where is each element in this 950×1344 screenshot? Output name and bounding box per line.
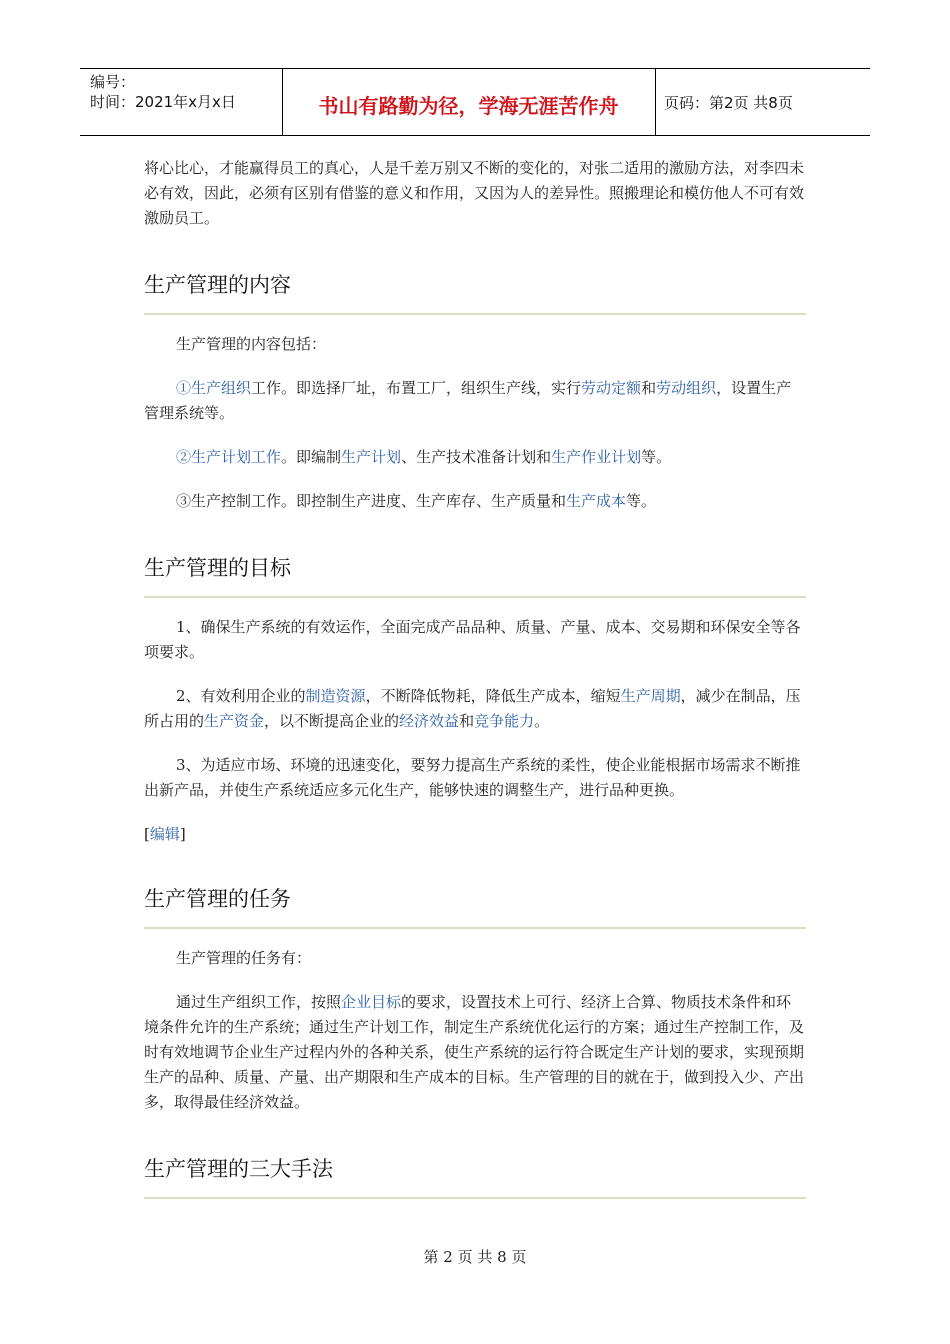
goal-item-3: 3、为适应市场、环境的迅速变化，要努力提高生产系统的柔性，使企业能根据市场需求不断推出新产品，并使生产系统适应多元化生产，能够快速的调整生产，进行品种更换。 [144, 756, 801, 799]
text: 。即编制 [281, 448, 342, 466]
link-production-planning-work[interactable]: 生产计划工作 [191, 448, 282, 466]
bracket: [ [144, 825, 150, 843]
section-title-tasks: 生产管理的任务 [144, 885, 806, 929]
link-production-operation-plan[interactable]: 生产作业计划 [551, 448, 642, 466]
section-title-content: 生产管理的内容 [144, 271, 806, 315]
text: 2、有效利用企业的 [176, 687, 306, 705]
link-production-funds[interactable]: 生产资金 [204, 712, 265, 730]
section-title-three-methods: 生产管理的三大手法 [144, 1155, 806, 1199]
link-competitiveness[interactable]: 竞争能力 [474, 712, 535, 730]
page-header [80, 68, 870, 136]
text: ，不断降低物耗，降低生产成本，缩短 [365, 687, 621, 705]
content-lead: 生产管理的内容包括： [176, 335, 327, 353]
edit-link[interactable]: 编辑 [149, 825, 180, 843]
content-item-3 [144, 489, 806, 514]
content-item-1 [144, 376, 806, 426]
text: ，减少在制品，压所占用的 [144, 687, 801, 730]
text: 通过生产组织工作，按照 [176, 993, 342, 1011]
section-title-goals: 生产管理的目标 [144, 554, 806, 598]
link-production-organization[interactable]: 生产组织 [191, 379, 252, 397]
tasks-paragraph [144, 990, 806, 1115]
link-enterprise-goals[interactable]: 企业目标 [341, 993, 402, 1011]
link-manufacturing-resources[interactable]: 制造资源 [305, 687, 366, 705]
edit-link-row [144, 822, 806, 847]
text: ，以不断提高企业的 [264, 712, 400, 730]
text: 等。 [641, 448, 672, 466]
item-number: ① [176, 379, 192, 397]
text: 、生产技术准备计划和 [401, 448, 552, 466]
link-labor-organization[interactable]: 劳动组织 [656, 379, 717, 397]
text: 等。 [626, 492, 657, 510]
header-top-border [80, 68, 870, 69]
link-production-cost[interactable]: 生产成本 [566, 492, 627, 510]
text: 和 [641, 379, 657, 397]
article-body [144, 156, 806, 1199]
text: ③生产控制工作。即控制生产进度、生产库存、生产质量和 [176, 492, 567, 510]
tasks-lead: 生产管理的任务有： [176, 949, 312, 967]
bracket: ] [179, 825, 186, 843]
link-economic-benefit[interactable]: 经济效益 [399, 712, 460, 730]
text: ，设置生产管理系统等。 [144, 379, 792, 422]
item-number: ② [176, 448, 192, 466]
link-labor-quota[interactable]: 劳动定额 [581, 379, 642, 397]
goal-item-1: 1、确保生产系统的有效运作，全面完成产品品种、质量、产量、成本、交易期和环保安全等各项要求。 [144, 618, 801, 661]
header-bottom-border [80, 135, 870, 136]
header-meta [90, 72, 236, 112]
text: 工作。即选择厂址，布置工厂，组织生产线，实行 [251, 379, 582, 397]
page-footer: 第 2 页 共 8 页 [423, 1248, 527, 1266]
text: 和 [459, 712, 475, 730]
header-page-info: 页码：第2页 共8页 [664, 94, 793, 112]
header-time: 时间：2021年x月x日 [90, 93, 236, 111]
header-number: 编号： [90, 73, 136, 91]
intro-paragraph: 将心比心，才能赢得员工的真心，人是千差万别又不断的变化的，对张二适用的激励方法，对李四未必有效，因此，必须有区别有借鉴的意义和作用，又因为人的差异性。照搬理论和模仿他人不可有效激励员工。 [144, 159, 805, 227]
header-divider-2 [655, 68, 656, 136]
text: 。 [534, 712, 550, 730]
goal-item-2 [144, 684, 806, 734]
link-production-plan[interactable]: 生产计划 [341, 448, 402, 466]
text: 的要求，设置技术上可行、经济上合算、物质技术条件和环境条件允许的生产系统；通过生产计划工作，制定生产系统优化运行的方案；通过生产控制工作，及时有效地调节企业生产过程内外的各种关系，使生产系统的运行符合既定生产计划的要求，实现预期生产的品种、质量、产量、出产期限和生产成本的目标。生产管理的目的就在于，做到投入少、产出多，取得最佳经济效益。 [144, 993, 805, 1111]
header-motto: 书山有路勤为径，学海无涯苦作舟 [318, 94, 619, 118]
link-production-cycle[interactable]: 生产周期 [620, 687, 681, 705]
content-item-2 [144, 445, 806, 470]
